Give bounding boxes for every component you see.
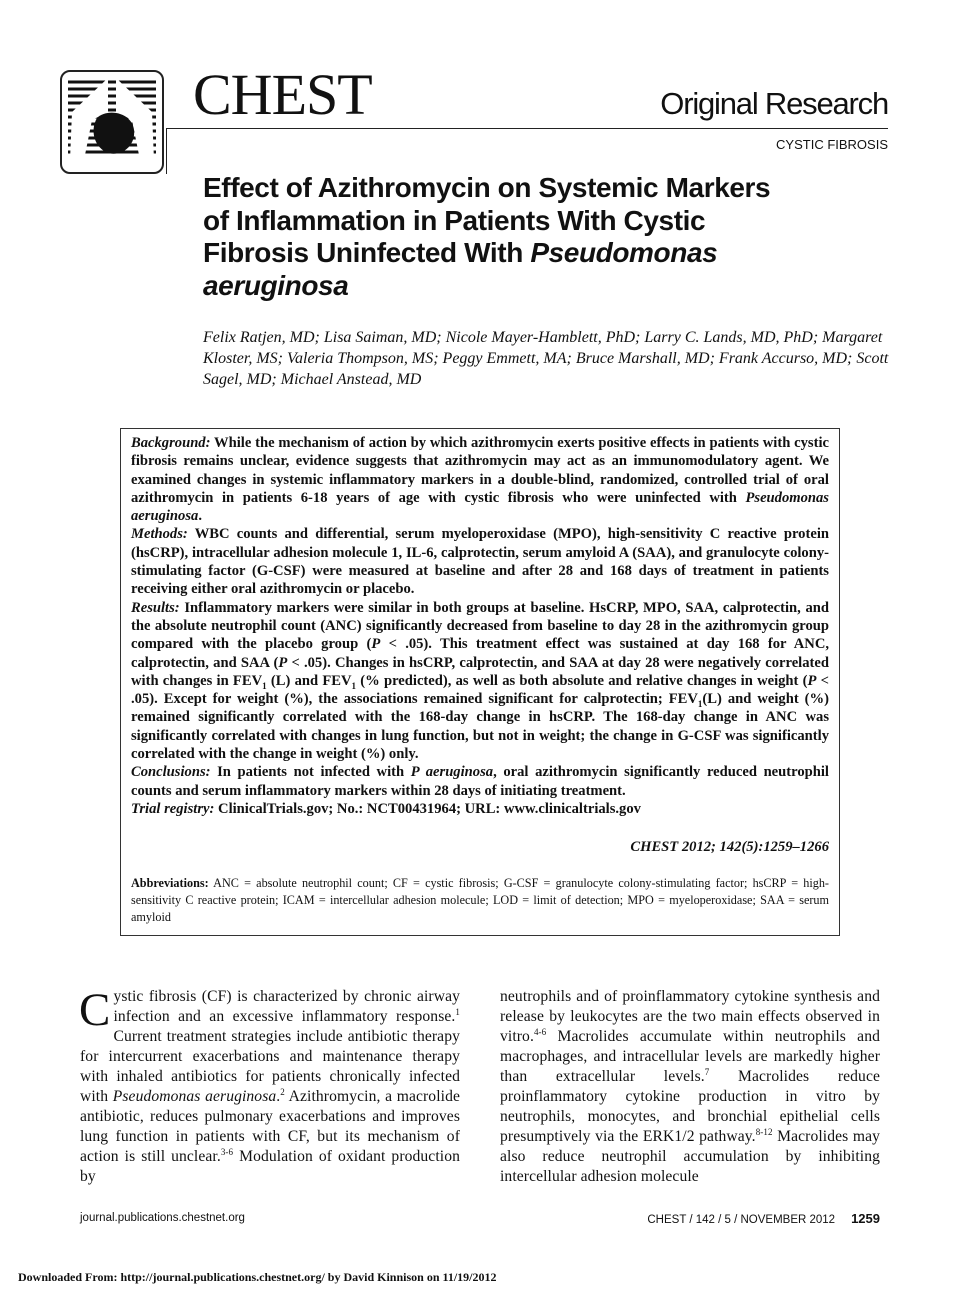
page-number: 1259 [851, 1211, 880, 1226]
title-organism: Pseudomonas aeruginosa [203, 237, 718, 301]
journal-name: CHEST [193, 62, 372, 127]
body-column-right: neutrophils and of proinflammatory cytokine synthesis and release by leukocytes are the two main effects observed in vitro.$^{4-6}$ Macrolides accumulate within neutrophils and macrophages, and intracellular levels are markedly higher than extracellular levels.$^7$ Macrolides reduce proinflammatory cytokine production in vitro by neutrophils, monocytes, and bronchial epithelial cells presumptively via the ERK1/2 pathway.$^{8-12}$ Macrolides may also reduce neutrophil accumulation by inhibiting intercellular adhesion molecule [500, 988, 881, 1185]
lungs-heart-icon [62, 72, 162, 172]
drop-cap: C [79, 984, 111, 1036]
title-main: Effect of Azithromycin on Systemic Markers of Inflammation in Patients With Cystic Fibrosis Uninfected With [203, 172, 771, 268]
abstract-trial-registry: Trial registry: ClinicalTrials.gov; No.: NCT00431964; URL: www.clinicaltrials.gov [131, 800, 641, 817]
footer-url: journal.publications.chestnet.org [80, 1212, 245, 1224]
abbreviations: Abbreviations: ANC = absolute neutrophil count; CF = cystic fibrosis; G-CSF = granulocyte colony-stimulating factor; hsCRP = high-sensitivity C reactive protein; ICAM = intercellular adhesion molecule; LOD = limit of detection; MPO = myeloperoxidase; SAA = serum amyloid [131, 876, 829, 924]
citation: CHEST 2012; 142(5):1259–1266 [630, 839, 829, 855]
author-list: Felix Ratjen, MD; Lisa Saiman, MD; Nicole Mayer-Hamblett, PhD; Larry C. Lands, MD, PhD; Margaret Kloster, MS; Valeria Thompson, MS; Peggy Emmett, MA; Bruce Marshall, MD; Frank Accurso, MD; Scott Sagel, MD; Michael Anstead, MD [203, 329, 889, 388]
article-type: Original Research [660, 86, 888, 121]
abstract-background: Background: While the mechanism of action by which azithromycin exerts positive effects in patients with cystic fibrosis remains unclear, evidence suggests that azithromycin may act as an immunomodulatory agent. We examined changes in systemic inflammatory markers in a double-blind, randomized, controlled trial of oral azithromycin in patients 6-18 years of age with cystic fibrosis who were uninfected with Pseudomonas aeruginosa. [131, 435, 829, 525]
section-label: CYSTIC FIBROSIS [776, 137, 888, 152]
header-rule [166, 128, 888, 129]
abstract [131, 434, 829, 818]
download-notice: Downloaded From: http://journal.publications.chestnet.org/ by David Kinnison on 11/19/2012 [18, 1270, 497, 1284]
footer-issue: CHEST / 142 / 5 / NOVEMBER 2012 1259 [647, 1211, 880, 1226]
abstract-results: Results: Inflammatory markers were similar in both groups at baseline. HsCRP, MPO, SAA, calprotectin, and the absolute neutrophil count (ANC) significantly decreased from baseline to day 28 in the azithromycin group compared with the placebo group (P < .05). This treatment effect was sustained at day 168 for ANC, calprotectin, and SAA (P < .05). Changes in hsCRP, calprotectin, and SAA at day 28 were negatively correlated with changes in $FEV_1$ (L) and $FEV_1$ (% predicted), as well as both absolute and relative changes in weight (P < .05). Except for weight (%), the associations remained significant for calprotectin; $FEV_1(L)$ and weight (%) remained significantly correlated with the 168-day change in hsCRP. The 168-day change in ANC was significantly correlated with changes in lung function, but not in weight; the change in G-CSF was significantly correlated with the change in weight (%) only. [131, 599, 830, 763]
abstract-methods: Methods: WBC counts and differential, serum myeloperoxidase (MPO), high-sensitivity C reactive protein (hsCRP), intracellular adhesion molecule 1, IL-6, calprotectin, serum amyloid A (SAA), and granulocyte colony-stimulating factor (G-CSF) were measured at baseline and after 28 and 168 days of treatment in patients receiving either oral azithromycin or placebo. [131, 526, 829, 598]
abstract-conclusions: Conclusions: In patients not infected with P aeruginosa, oral azithromycin significantly reduced neutrophil counts and serum inflammatory markers within 28 days of initiating treatment. [131, 764, 829, 799]
article-title [203, 172, 803, 302]
header-vertical-rule [166, 128, 167, 174]
journal-logo [60, 70, 164, 174]
body-column-left: Cystic fibrosis (CF) is characterized by chronic airway infection and an excessive inflammatory response.$^1$ Current treatment strategies include antibiotic therapy for intercurrent exacerbations and maintenance therapy with inhaled antibiotics for patients chronically infected with Pseudomonas aeruginosa.$^2$ Azithromycin, a macrolide antibiotic, reduces pulmonary exacerbations and improves lung function in patients with CF, but its mechanism of action is still unclear.$^{3-6}$ Modulation of oxidant production by [79, 984, 460, 1185]
